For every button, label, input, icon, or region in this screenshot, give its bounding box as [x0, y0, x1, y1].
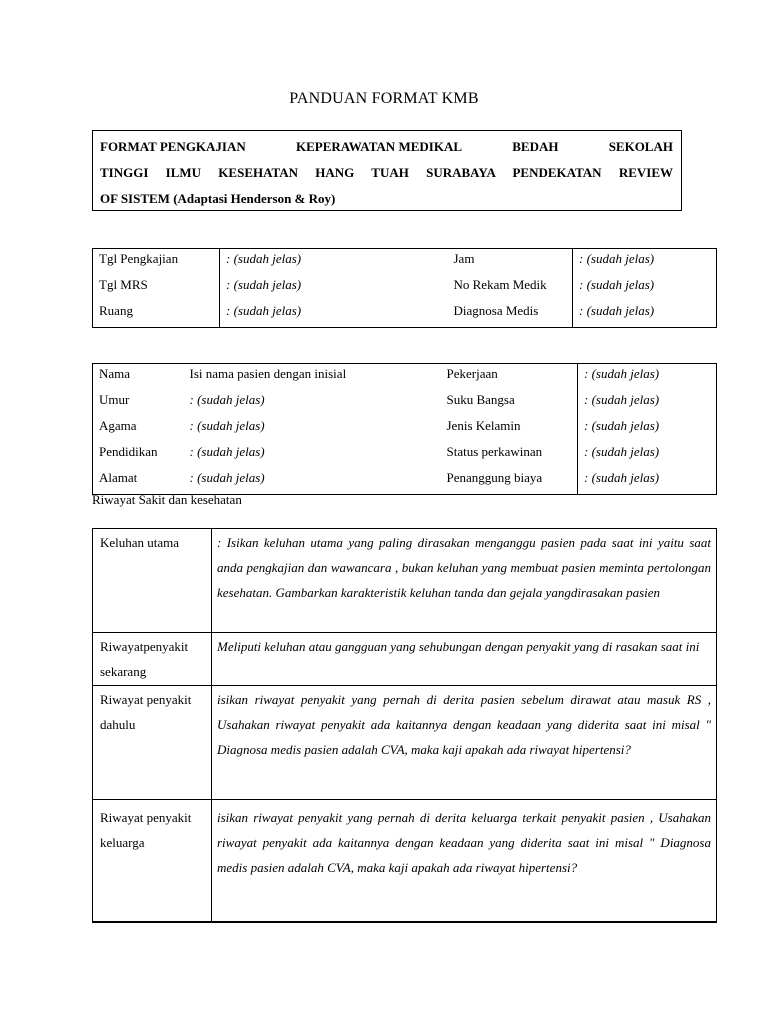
header-line-1 — [100, 134, 673, 160]
field-value: Isi nama pasien dengan inisial — [189, 366, 347, 381]
field-value: : (sudah jelas) — [189, 418, 265, 433]
history-table — [92, 528, 717, 923]
admission-table — [92, 248, 717, 328]
history-label: Keluhan utama — [93, 529, 212, 633]
section-heading: Riwayat Sakit dan kesehatan — [92, 492, 242, 507]
field-value: : (sudah jelas) — [189, 444, 265, 459]
field-value: : (sudah jelas) — [573, 275, 717, 301]
page-title: PANDUAN FORMAT KMB — [289, 90, 479, 107]
format-header-box — [92, 130, 682, 211]
field-value: : (sudah jelas) — [578, 442, 717, 468]
table-row — [93, 633, 717, 686]
header-word: KEPERAWATAN MEDIKAL — [296, 139, 463, 154]
table-row — [93, 364, 717, 391]
field-label: Nama — [99, 366, 131, 381]
table-row — [93, 249, 717, 276]
table-row — [93, 800, 717, 923]
history-text: isikan riwayat penyakit yang pernah di derita pasien sebelum dirawat atau masuk RS , Usahakan riwayat penyakit ada kaitannya dengan keadaan yang diderita saat ini misal " Diagnosa medis pasien adalah CVA, maka kaji apakah ada riwayat hipertensi? — [212, 686, 717, 800]
header-word: BEDAH — [512, 139, 559, 154]
header-line-3: OF SISTEM (Adaptasi Henderson & Roy) — [100, 191, 336, 206]
field-label: Tgl MRS — [93, 275, 220, 301]
field-value: : (sudah jelas) — [578, 390, 717, 416]
table-row — [93, 416, 717, 442]
field-value: : (sudah jelas) — [573, 249, 717, 276]
history-label: Riwayatpenyakit sekarang — [93, 633, 212, 686]
table-row — [93, 275, 717, 301]
field-label: Diagnosa Medis — [453, 303, 539, 318]
table-row — [93, 390, 717, 416]
field-value: : (sudah jelas) — [578, 364, 717, 391]
field-value: : (sudah jelas) — [578, 468, 717, 495]
field-value: : (sudah jelas) — [189, 470, 265, 485]
table-row — [93, 468, 717, 495]
field-label: Ruang — [93, 301, 220, 328]
table-row — [93, 529, 717, 633]
field-value: : (sudah jelas) — [573, 301, 717, 328]
table-row — [93, 686, 717, 800]
field-label: Pekerjaan — [446, 366, 498, 381]
field-label: Jenis Kelamin — [446, 418, 521, 433]
table-row — [93, 301, 717, 328]
field-label: Alamat — [99, 470, 138, 485]
field-label: Status perkawinan — [446, 444, 543, 459]
field-label: Suku Bangsa — [446, 392, 515, 407]
history-text: Meliputi keluhan atau gangguan yang sehubungan dengan penyakit yang di rasakan saat ini — [212, 633, 717, 686]
field-value: : (sudah jelas) — [226, 251, 302, 266]
history-label: Riwayat penyakit dahulu — [93, 686, 212, 800]
field-label: Umur — [99, 392, 130, 407]
field-label: Tgl Pengkajian — [93, 249, 220, 276]
field-value: : (sudah jelas) — [226, 303, 302, 318]
history-label: Riwayat penyakit keluarga — [93, 800, 212, 923]
history-text: : Isikan keluhan utama yang paling dirasakan menganggu pasien pada saat ini yaitu saat anda pengkajian dan wawancara , bukan keluhan yang membuat pasien meminta pertolongan kesehatan. Gambarkan karakteristik keluhan tanda dan gejala yangdirasakan pasien — [212, 529, 717, 633]
header-word: FORMAT PENGKAJIAN — [100, 139, 246, 154]
header-line-2: TINGGI ILMU KESEHATAN HANG TUAH SURABAYA PENDEKATAN REVIEW — [100, 165, 673, 180]
table-row — [93, 442, 717, 468]
field-label: Jam — [453, 251, 475, 266]
header-word: SEKOLAH — [608, 139, 673, 154]
field-label: Agama — [99, 418, 137, 433]
field-label: Pendidikan — [99, 444, 158, 459]
field-label: No Rekam Medik — [453, 277, 547, 292]
field-value: : (sudah jelas) — [189, 392, 265, 407]
identity-table — [92, 363, 717, 495]
history-text: isikan riwayat penyakit yang pernah di derita keluarga terkait penyakit pasien , Usahakan riwayat penyakit ada kaitannya dengan keadaan yang diderita saat ini misal " Diagnosa medis pasien adalah CVA, maka kaji apakah ada riwayat hipertensi? — [217, 810, 711, 875]
field-value: : (sudah jelas) — [226, 277, 302, 292]
field-label: Penanggung biaya — [446, 470, 543, 485]
field-value: : (sudah jelas) — [578, 416, 717, 442]
